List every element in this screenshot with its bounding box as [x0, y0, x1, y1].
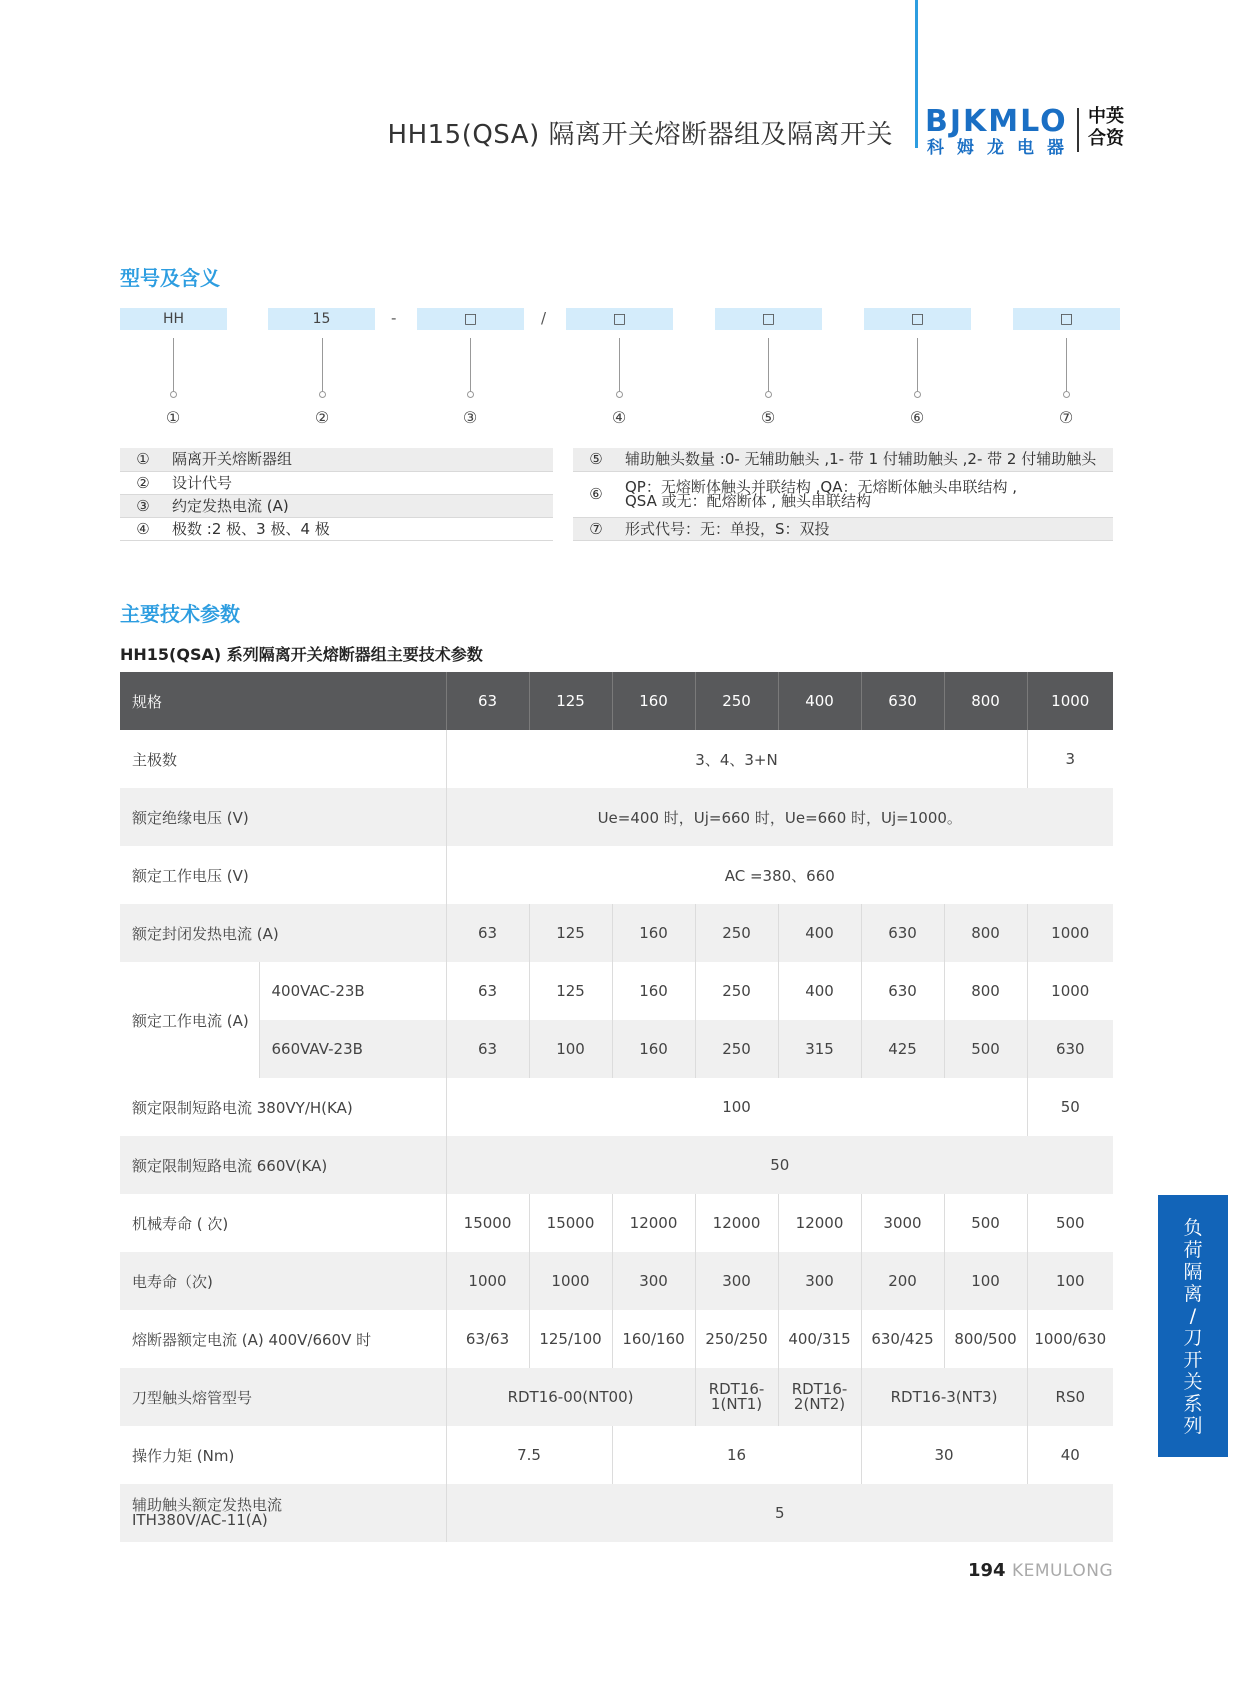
table-cell: 3000	[861, 1194, 944, 1252]
side-tab-char: 系	[1183, 1393, 1203, 1415]
row-label: 机械寿命 ( 次)	[120, 1194, 446, 1252]
spec-header-row	[120, 672, 1113, 730]
code-stem	[768, 338, 769, 393]
code-marker-2: ②	[314, 408, 330, 427]
code-marker-1: ①	[165, 408, 181, 427]
legend-table-right	[573, 448, 1113, 541]
table-row	[120, 1368, 1113, 1426]
legend-number: ①	[120, 448, 166, 471]
table-cell: 500	[1027, 1194, 1113, 1252]
row-sublabel: 400VAC-23B	[259, 962, 446, 1020]
table-cell: 12000	[778, 1194, 861, 1252]
table-cell: 125	[529, 962, 612, 1020]
table-cell: 300	[778, 1252, 861, 1310]
code-stem-dot	[1063, 391, 1070, 398]
table-cell: 15000	[529, 1194, 612, 1252]
code-marker-4: ④	[611, 408, 627, 427]
row-label: 刀型触头熔管型号	[120, 1368, 446, 1426]
row-label-line-2: ITH380V/AC-11(A)	[132, 1511, 268, 1529]
side-tab-char: /	[1189, 1305, 1197, 1327]
table-cell: 63/63	[446, 1310, 529, 1368]
table-row	[120, 1194, 1113, 1252]
table-cell: 630	[1027, 1020, 1113, 1078]
row-label: 电寿命（次)	[120, 1252, 446, 1310]
table-cell: 125	[529, 904, 612, 962]
cell-line-1: RDT16-	[791, 1380, 848, 1398]
code-stem	[173, 338, 174, 393]
table-cell: 160	[612, 1020, 695, 1078]
spec-header-cell: 800	[944, 672, 1027, 730]
table-cell: 250	[695, 962, 778, 1020]
table-cell	[778, 1368, 861, 1426]
table-cell: 800	[944, 904, 1027, 962]
table-cell: 1000	[1027, 962, 1113, 1020]
side-tab-char: 隔	[1183, 1261, 1203, 1283]
code-stem	[322, 338, 323, 393]
table-cell: 400	[778, 904, 861, 962]
side-tab-char: 刀	[1183, 1327, 1203, 1349]
legend-row	[573, 448, 1113, 471]
header-divider-line	[915, 0, 918, 148]
code-stem	[619, 338, 620, 393]
brand-logo: BJKMLO	[925, 104, 1068, 139]
table-cell: 250/250	[695, 1310, 778, 1368]
code-separator-slash: /	[541, 309, 547, 327]
code-stem	[470, 338, 471, 393]
cell-line-2: 2(NT2)	[793, 1395, 846, 1413]
table-cell: 100	[1027, 1252, 1113, 1310]
table-cell: 400	[778, 962, 861, 1020]
table-cell: 800/500	[944, 1310, 1027, 1368]
legend-row	[120, 448, 553, 471]
table-cell: 50	[446, 1136, 1113, 1194]
legend-text: 形式代号：无：单投，S：双投	[619, 517, 1113, 540]
brand-tagline: 中英合资	[1088, 106, 1124, 149]
spec-header-cell: 63	[446, 672, 529, 730]
legend-row	[573, 471, 1113, 517]
table-cell: 100	[446, 1078, 1027, 1136]
cell-line-1: RDT16-	[708, 1380, 765, 1398]
legend-row	[120, 517, 553, 540]
side-tab-char: 关	[1183, 1371, 1203, 1393]
code-stem-dot	[765, 391, 772, 398]
code-separator-dash: -	[391, 309, 397, 327]
code-marker-3: ③	[462, 408, 478, 427]
table-row	[120, 1426, 1113, 1484]
legend-number: ④	[120, 517, 166, 540]
code-box-6: □	[864, 308, 971, 330]
legend-number: ②	[120, 471, 166, 494]
table-cell: 1000	[529, 1252, 612, 1310]
table-cell: 400/315	[778, 1310, 861, 1368]
table-cell: 3	[1027, 730, 1113, 788]
table-row	[120, 730, 1113, 788]
table-cell: 250	[695, 1020, 778, 1078]
table-row	[120, 962, 1113, 1020]
table-cell: 500	[944, 1020, 1027, 1078]
legend-number: ⑦	[573, 517, 619, 540]
table-cell: 100	[944, 1252, 1027, 1310]
code-stem	[1066, 338, 1067, 393]
table-cell: 63	[446, 1020, 529, 1078]
table-row	[120, 1078, 1113, 1136]
table-cell: 12000	[612, 1194, 695, 1252]
code-stem	[917, 338, 918, 393]
brand-separator	[1077, 108, 1079, 152]
footer-brand: KEMULONG	[1012, 1561, 1114, 1581]
row-label: 额定限制短路电流 660V(KA)	[120, 1136, 446, 1194]
legend-number: ③	[120, 494, 166, 517]
table-cell: 12000	[695, 1194, 778, 1252]
table-cell: 250	[695, 904, 778, 962]
code-stem-dot	[319, 391, 326, 398]
row-label: 额定限制短路电流 380VY/H(KA)	[120, 1078, 446, 1136]
code-stem-dot	[467, 391, 474, 398]
table-cell: 125/100	[529, 1310, 612, 1368]
legend-text: 设计代号	[166, 471, 553, 494]
document-title: HH15(QSA) 隔离开关熔断器组及隔离开关	[387, 120, 893, 150]
table-cell: 160	[612, 962, 695, 1020]
table-cell: Ue=400 时，Uj=660 时，Ue=660 时，Uj=1000。	[446, 788, 1113, 846]
side-category-tab[interactable]	[1158, 1195, 1228, 1457]
code-box-3: □	[417, 308, 524, 330]
table-row	[120, 1136, 1113, 1194]
row-label: 额定绝缘电压 (V)	[120, 788, 446, 846]
table-cell: 630	[861, 962, 944, 1020]
table-cell: 40	[1027, 1426, 1113, 1484]
table-cell: 1000	[1027, 904, 1113, 962]
code-box-2: 15	[268, 308, 375, 330]
table-cell: 630/425	[861, 1310, 944, 1368]
table-cell: 160/160	[612, 1310, 695, 1368]
table-cell: 1000/630	[1027, 1310, 1113, 1368]
row-label: 主极数	[120, 730, 446, 788]
legend-text: 辅助触头数量 :0- 无辅助触头 ,1- 带 1 付辅助触头 ,2- 带 2 付辅助触头	[619, 448, 1113, 471]
side-tab-char: 负	[1183, 1217, 1203, 1239]
table-cell: 315	[778, 1020, 861, 1078]
table-cell: 16	[612, 1426, 861, 1484]
table-cell: RS0	[1027, 1368, 1113, 1426]
side-tab-char: 荷	[1183, 1239, 1203, 1261]
code-marker-7: ⑦	[1058, 408, 1074, 427]
table-cell	[695, 1368, 778, 1426]
legend-row	[120, 471, 553, 494]
table-cell: 63	[446, 904, 529, 962]
spec-header-label: 规格	[120, 672, 446, 730]
code-stem-dot	[170, 391, 177, 398]
table-row	[120, 904, 1113, 962]
spec-header-cell: 125	[529, 672, 612, 730]
section-title-spec: 主要技术参数	[120, 602, 240, 626]
spec-header-cell: 1000	[1027, 672, 1113, 730]
table-row	[120, 788, 1113, 846]
side-tab-char: 离	[1183, 1283, 1203, 1305]
table-cell: 7.5	[446, 1426, 612, 1484]
legend-text-line-1: QP：无熔断体触头并联结构 ,QA：无熔断体触头串联结构 ,	[625, 478, 1017, 496]
brand-chinese-name: 科姆龙电器	[927, 138, 1077, 158]
legend-text-line-2: QSA 或无：配熔断体 , 触头串联结构	[625, 492, 871, 510]
legend-text: 约定发热电流 (A)	[166, 494, 553, 517]
row-sublabel: 660VAV-23B	[259, 1020, 446, 1078]
table-cell: 1000	[446, 1252, 529, 1310]
table-cell: 63	[446, 962, 529, 1020]
table-cell: 300	[695, 1252, 778, 1310]
row-label-line-1: 辅助触头额定发热电流	[132, 1496, 283, 1514]
spec-header-cell: 250	[695, 672, 778, 730]
table-cell: RDT16-00(NT00)	[446, 1368, 695, 1426]
spec-header-cell: 400	[778, 672, 861, 730]
cell-line-2: 1(NT1)	[710, 1395, 763, 1413]
spec-table-caption: HH15(QSA) 系列隔离开关熔断器组主要技术参数	[120, 645, 483, 664]
spec-table	[120, 672, 1113, 1542]
legend-row	[573, 517, 1113, 540]
table-cell: 300	[612, 1252, 695, 1310]
table-cell: 425	[861, 1020, 944, 1078]
side-tab-char: 列	[1183, 1415, 1203, 1437]
table-cell: 3、4、3+N	[446, 730, 1027, 788]
code-box-5: □	[715, 308, 822, 330]
legend-row	[120, 494, 553, 517]
legend-text	[619, 471, 1113, 517]
code-stem-dot	[616, 391, 623, 398]
page-number: 194	[968, 1560, 1006, 1581]
row-label: 额定工作电流 (A)	[120, 962, 259, 1078]
table-cell: 30	[861, 1426, 1027, 1484]
table-row	[120, 1484, 1113, 1542]
row-label: 额定封闭发热电流 (A)	[120, 904, 446, 962]
table-cell: 15000	[446, 1194, 529, 1252]
side-tab-char: 开	[1183, 1349, 1203, 1371]
code-marker-5: ⑤	[760, 408, 776, 427]
legend-number: ⑥	[573, 471, 619, 517]
row-label: 熔断器额定电流 (A) 400V/660V 时	[120, 1310, 446, 1368]
table-row	[120, 846, 1113, 904]
row-label: 操作力矩 (Nm)	[120, 1426, 446, 1484]
table-cell: 200	[861, 1252, 944, 1310]
row-label: 额定工作电压 (V)	[120, 846, 446, 904]
spec-header-cell: 630	[861, 672, 944, 730]
table-cell: 800	[944, 962, 1027, 1020]
table-cell: 100	[529, 1020, 612, 1078]
table-row	[120, 1310, 1113, 1368]
spec-header-cell: 160	[612, 672, 695, 730]
legend-number: ⑤	[573, 448, 619, 471]
row-label	[120, 1484, 446, 1542]
table-cell: RDT16-3(NT3)	[861, 1368, 1027, 1426]
table-cell: 160	[612, 904, 695, 962]
table-cell: 630	[861, 904, 944, 962]
legend-text: 隔离开关熔断器组	[166, 448, 553, 471]
code-box-4: □	[566, 308, 673, 330]
table-cell: 5	[446, 1484, 1113, 1542]
section-title-model: 型号及含义	[120, 266, 220, 290]
table-cell: 50	[1027, 1078, 1113, 1136]
table-row	[120, 1252, 1113, 1310]
table-row	[120, 1020, 1113, 1078]
table-cell: 500	[944, 1194, 1027, 1252]
legend-table-left	[120, 448, 553, 541]
code-box-1: HH	[120, 308, 227, 330]
code-stem-dot	[914, 391, 921, 398]
legend-text: 极数 :2 极、3 极、4 极	[166, 517, 553, 540]
table-cell: AC =380、660	[446, 846, 1113, 904]
code-box-7: □	[1013, 308, 1120, 330]
code-marker-6: ⑥	[909, 408, 925, 427]
